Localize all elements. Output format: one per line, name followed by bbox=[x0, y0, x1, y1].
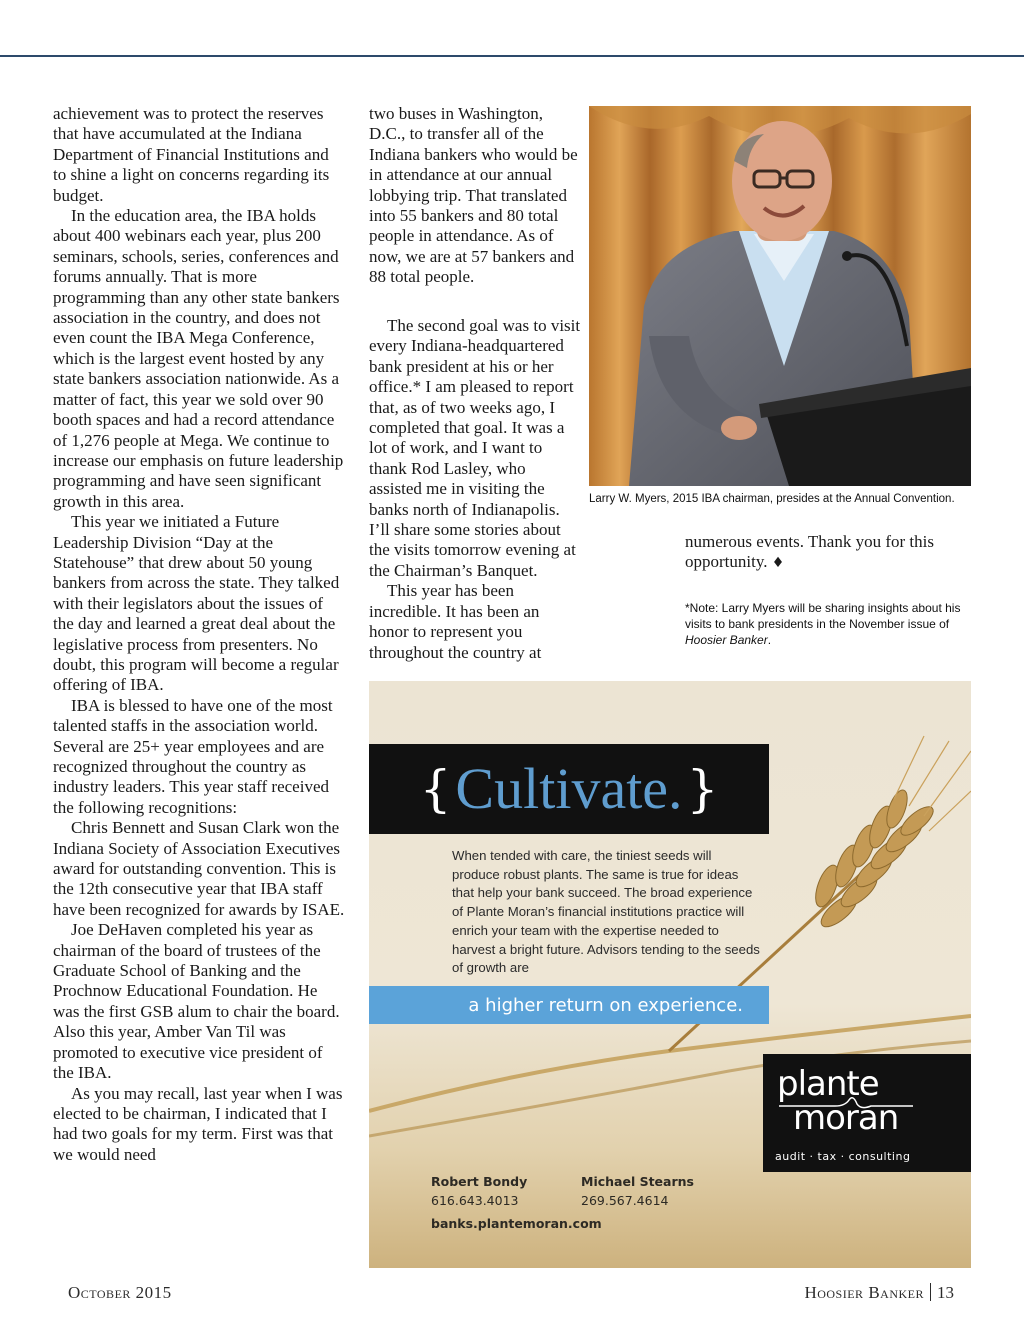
article-paragraph: The second goal was to visit every Indiana-headquartered bank president at his or her office.* I am pleased to report that, as of two weeks ago, I completed that goal. It was a lot of work, and I want to thank Rod Lasley, who assisted me in visiting the banks north of Indianapolis. I’ll share some stories about the visits tomorrow evening at the Chairman’s Banquet. bbox=[369, 316, 581, 580]
article-paragraph: This year has been incredible. It has been an honor to represent you throughout the country at bbox=[369, 581, 542, 662]
article-paragraph: This year we initiated a Future Leadership Division “Day at the Statehouse” that drew about 50 young bankers from across the state. They talked with their legislators about the issues of the day and learned a great deal about the legislative process from presenters. No doubt, this program will become a regular offering of IBA. bbox=[53, 512, 340, 695]
ad-website-link[interactable]: banks.plantemoran.com bbox=[431, 1216, 602, 1231]
note-text: *Note: Larry Myers will be sharing insights about his visits to bank presidents in the November issue of bbox=[685, 601, 961, 631]
article-paragraph: achievement was to protect the reserves that have accumulated at the Indiana Department of Financial Institutions and to shine a light on concerns regarding its budget. bbox=[53, 104, 330, 205]
footer-date: October 2015 bbox=[68, 1283, 172, 1302]
article-paragraph: As you may recall, last year when I was elected to be chairman, I indicated that I had two goals for my term. First was that we would need bbox=[53, 1083, 343, 1164]
article-paragraph: In the education area, the IBA holds about 400 webinars each year, plus 200 seminars, schools, series, conferences and forums annually. That is more programming than any other state bankers association in the country, and does not even count the IBA Mega Conference, which is the largest event hosted by any state bankers association nationwide. As a matter of fact, this year we sold over 90 booth spaces and had a record attendance of 1,276 people at Mega. We continue to increase our emphasis on future leadership programming and have seen significant growth in this area. bbox=[53, 206, 344, 511]
footer-divider bbox=[930, 1283, 931, 1301]
editor-note bbox=[685, 600, 975, 648]
contact-name: Michael Stearns bbox=[581, 1174, 694, 1189]
note-publication: Hoosier Banker bbox=[685, 633, 768, 647]
article-column-1 bbox=[53, 104, 345, 1165]
contact-name: Robert Bondy bbox=[431, 1174, 528, 1189]
brace-open: { bbox=[419, 760, 452, 818]
article-column-2-continued bbox=[369, 316, 581, 663]
article-paragraph: IBA is blessed to have one of the most talented staffs in the association world. Several are 25+ year employees and are recognized throughout the country as industry leaders. This year staff received the following recognitions: bbox=[53, 695, 333, 817]
article-paragraph: Joe DeHaven completed his year as chairman of the board of trustees of the Graduate School of Banking and the Prochnow Educational Foundation. He was the first GSB alum to chair the board. Also this year, Amber Van Til was promoted to executive vice president of the IBA. bbox=[53, 920, 340, 1083]
ad-body-copy: When tended with care, the tiniest seeds will produce robust plants. The same is true for ideas that help your bank succeed. The broad experience of Plante Moran’s financial institutions practice will enrich your team with the expertise needed to harvest a bright future. Advisors tending to the seeds of growth are bbox=[452, 848, 760, 976]
brace-close: } bbox=[686, 760, 719, 818]
tagline-text: a higher return on experience. bbox=[468, 994, 743, 1016]
plante-moran-logo bbox=[763, 1054, 971, 1172]
article-closing bbox=[685, 532, 975, 574]
headline-banner bbox=[369, 744, 769, 834]
plante-moran-advertisement[interactable] bbox=[369, 681, 971, 1268]
contact-phone: 269.567.4614 bbox=[581, 1193, 669, 1208]
article-paragraph: two buses in Washington, D.C., to transfer all of the Indiana bankers who would be in attendance at our annual lobbying trip. That translated into 55 bankers and 80 total people in attendance. As of now, we are at 57 bankers and 88 total people. bbox=[369, 104, 578, 287]
footer-folio bbox=[804, 1283, 954, 1303]
logo-word-plante: plante bbox=[777, 1064, 879, 1104]
page-number: 13 bbox=[937, 1283, 954, 1302]
end-mark-icon: ♦ bbox=[771, 555, 785, 572]
logo-services: audit · tax · consulting bbox=[775, 1150, 911, 1163]
photo-illustration bbox=[589, 106, 971, 486]
chairman-photo bbox=[589, 106, 971, 486]
note-end: . bbox=[767, 633, 772, 647]
header-rule bbox=[0, 55, 1024, 57]
article-column-3 bbox=[685, 532, 975, 574]
ad-headline: Cultivate. bbox=[455, 756, 683, 821]
closing-text: numerous events. Thank you for this opportunity. bbox=[685, 532, 934, 572]
article-paragraph: Chris Bennett and Susan Clark won the Indiana Society of Association Executives award for outstanding convention. This is the 12th consecutive year that IBA staff have been recognized for awards by ISAE. bbox=[53, 818, 345, 919]
ad-tagline bbox=[369, 986, 769, 1024]
contact-phone: 616.643.4013 bbox=[431, 1193, 519, 1208]
photo-caption: Larry W. Myers, 2015 IBA chairman, presides at the Annual Convention. bbox=[589, 493, 955, 505]
article-column-2 bbox=[369, 104, 581, 288]
contact-card bbox=[581, 1172, 694, 1210]
contact-card bbox=[431, 1172, 527, 1210]
footer-publication: Hoosier Banker bbox=[804, 1283, 924, 1302]
logo-word-moran: moran bbox=[793, 1098, 899, 1138]
